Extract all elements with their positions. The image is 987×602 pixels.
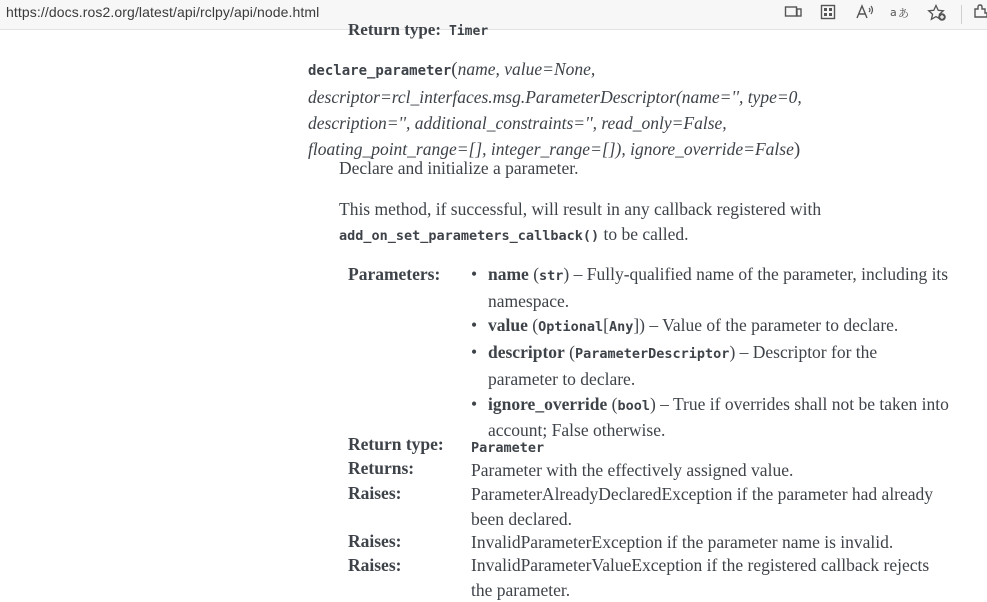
parameters-label: Parameters: — [348, 264, 441, 284]
paren: ( — [564, 342, 575, 363]
param-desc: – True if overrides shall not be taken into account; False otherwise. — [488, 393, 949, 441]
paren: ) — [639, 315, 645, 336]
param-type-arg: Any — [608, 319, 634, 336]
toolbar-divider — [961, 5, 962, 24]
paren: ( — [528, 264, 540, 284]
returns-label: Returns: — [348, 458, 415, 478]
method-detail-suffix: to be called. — [599, 224, 689, 244]
return-type-value — [471, 434, 941, 461]
signature-line-3: description='', additional_constraints='', read_only=False, — [308, 113, 727, 133]
returns-text: Parameter with the effectively assigned value. — [471, 460, 794, 480]
add-favorite-icon[interactable] — [927, 4, 947, 24]
prev-return-type-label: Return type: — [348, 20, 442, 39]
paren: ) — [563, 264, 570, 284]
bullet: • — [471, 393, 478, 414]
callback-link[interactable]: add_on_set_parameters_callback() — [339, 228, 600, 244]
list-item — [471, 340, 951, 391]
paren: ( — [607, 393, 618, 414]
method-signature — [308, 56, 868, 163]
parameters-list — [471, 262, 951, 443]
param-type: str — [539, 268, 564, 284]
method-name[interactable]: declare_parameter — [308, 63, 452, 79]
param-desc: – Fully-qualified name of the parameter, including its namespace. — [488, 264, 949, 311]
param-type: Optional — [538, 319, 604, 336]
reader-view-icon[interactable] — [783, 4, 803, 24]
raises-text: ParameterAlreadyDeclaredException if the parameter had already been declared. — [471, 484, 934, 529]
paren: ) — [649, 393, 656, 414]
param-name: name — [488, 264, 529, 284]
apps-icon[interactable] — [818, 4, 838, 24]
param-name: descriptor — [488, 342, 565, 363]
svg-text:あ: あ — [898, 7, 909, 20]
list-item — [471, 262, 951, 313]
param-type: bool — [617, 397, 650, 414]
method-summary: Declare and initialize a parameter. — [339, 158, 579, 178]
return-type-link[interactable]: Parameter — [471, 440, 545, 456]
param-desc: – Value of the parameter to declare. — [644, 315, 899, 336]
close-paren: ) — [793, 139, 801, 160]
return-type-label: Return type: — [348, 434, 444, 454]
bullet: • — [471, 342, 478, 363]
signature-line-4: floating_point_range=[], integer_range=[]), ignore_override=False — [308, 139, 794, 159]
signature-line-2: descriptor=rcl_interfaces.msg.ParameterDescriptor(name='', type=0, — [308, 87, 802, 107]
prev-return-type-value: Timer — [449, 24, 489, 39]
url-text[interactable]: https://docs.ros2.org/latest/api/rclpy/api/node.html — [6, 4, 320, 20]
read-aloud-icon[interactable] — [855, 4, 875, 24]
method-detail — [339, 197, 899, 249]
list-item — [471, 313, 951, 340]
raises-text: InvalidParameterValueException if the registered callback rejects the parameter. — [471, 555, 930, 600]
bullet: • — [471, 264, 478, 284]
translate-icon[interactable] — [890, 4, 910, 24]
bracket: ] — [633, 315, 640, 336]
raises-label: Raises: — [348, 483, 402, 503]
param-desc: – Descriptor for the parameter to declare. — [488, 342, 878, 389]
method-detail-text: This method, if successful, will result in any callback registered with — [339, 199, 822, 219]
paren: ) — [729, 342, 736, 363]
raises-text: InvalidParameterException if the parameter name is invalid. — [471, 532, 894, 552]
raises-label: Raises: — [348, 531, 402, 551]
bracket: [ — [603, 315, 609, 336]
paren: ( — [527, 315, 539, 336]
bullet: • — [471, 315, 478, 336]
param-type-link[interactable]: ParameterDescriptor — [575, 346, 730, 363]
open-paren: ( — [451, 59, 458, 80]
address-bar[interactable] — [0, 0, 987, 30]
signature-line-1: name, value=None, — [457, 59, 596, 79]
previous-return-type — [348, 20, 488, 41]
param-name: ignore_override — [488, 393, 608, 414]
raises-label: Raises: — [348, 555, 402, 575]
svg-text:a: a — [890, 6, 897, 19]
extensions-icon[interactable] — [970, 4, 987, 24]
param-name: value — [488, 315, 528, 336]
